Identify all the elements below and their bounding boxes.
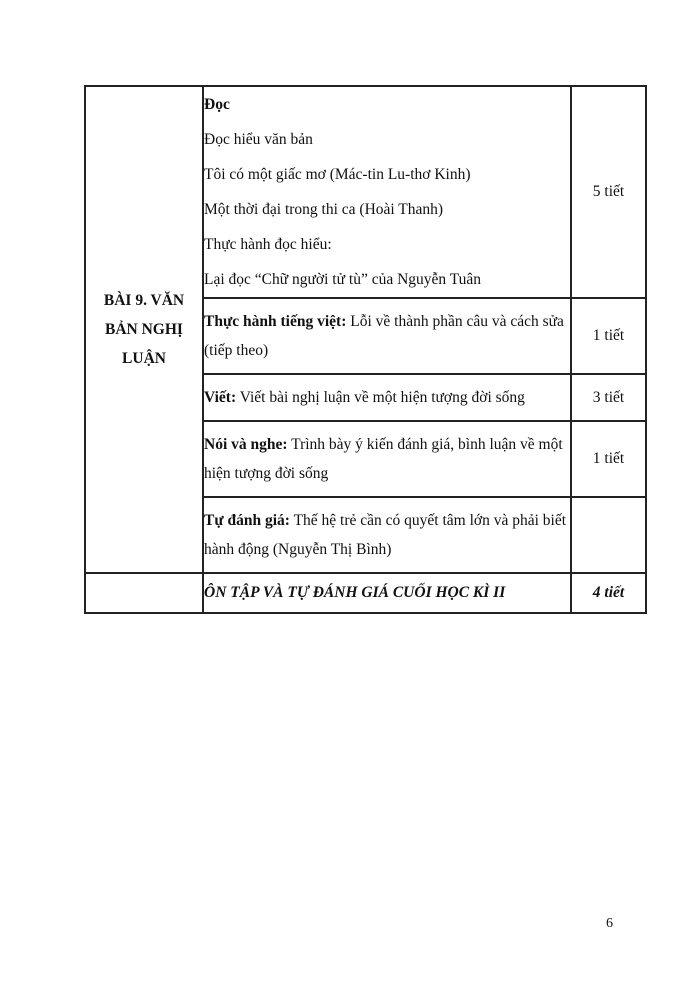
self-assessment-label: Tự đánh giá:: [204, 512, 290, 529]
self-assessment-text: Thế hệ trẻ cần có quyết tâm lớn và phải biết hành động (Nguyễn Thị Bình): [204, 512, 567, 558]
lesson-plan-table: [84, 85, 647, 614]
review-empty-cell: [85, 573, 203, 613]
practice-content: [203, 298, 571, 374]
reading-line: Tôi có một giấc mơ (Mác-tin Lu-thơ Kinh): [204, 166, 471, 183]
reading-line: Một thời đại trong thi ca (Hoài Thanh): [204, 201, 444, 218]
speaking-text: Trình bày ý kiến đánh giá, bình luận về một hiện tượng đời sống: [204, 436, 563, 482]
speaking-label: Nói và nghe:: [204, 436, 288, 453]
reading-hours: 5 tiết: [571, 86, 646, 298]
reading-line: Lại đọc “Chữ người tử tù” của Nguyễn Tuân: [204, 271, 482, 288]
self-assessment-content: [203, 497, 571, 573]
reading-line: Đọc hiểu văn bản: [204, 131, 313, 148]
page-number: 6: [606, 916, 613, 931]
review-hours: 4 tiết: [571, 573, 646, 613]
speaking-hours: 1 tiết: [571, 421, 646, 497]
reading-content: [203, 86, 571, 298]
writing-content: [203, 374, 571, 421]
writing-text: Viết bài nghị luận về một hiện tượng đời sống: [236, 389, 525, 406]
self-assessment-hours: [571, 497, 646, 573]
practice-text: Lỗi về thành phần câu và cách sửa (tiếp theo): [204, 313, 564, 359]
practice-label: Thực hành tiếng việt:: [204, 313, 347, 330]
reading-row: [85, 86, 646, 298]
practice-hours: 1 tiết: [571, 298, 646, 374]
writing-label: Viết:: [204, 389, 237, 406]
reading-line: Thực hành đọc hiểu:: [204, 236, 332, 253]
review-title: ÔN TẬP VÀ TỰ ĐÁNH GIÁ CUỐI HỌC KÌ II: [203, 573, 571, 613]
review-row: [85, 573, 646, 613]
writing-hours: 3 tiết: [571, 374, 646, 421]
speaking-content: [203, 421, 571, 497]
reading-heading: Đọc: [204, 96, 230, 113]
lesson-title: BÀI 9. VĂN BẢN NGHỊ LUẬN: [85, 86, 203, 573]
